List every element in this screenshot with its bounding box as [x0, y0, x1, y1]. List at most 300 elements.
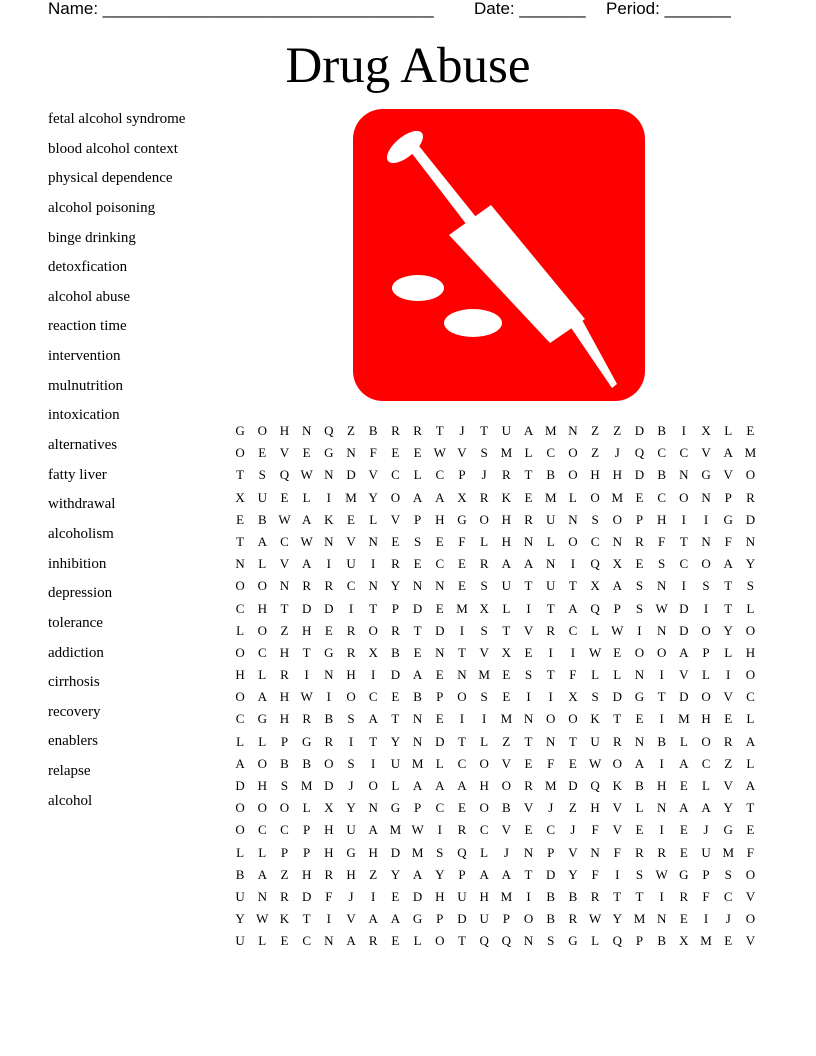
grid-letter[interactable]: T — [568, 733, 577, 749]
grid-letter[interactable]: Q — [279, 467, 290, 483]
grid-letter[interactable]: O — [235, 578, 245, 594]
grid-letter[interactable]: T — [724, 600, 733, 616]
grid-letter[interactable]: V — [679, 667, 689, 683]
grid-letter[interactable]: N — [656, 911, 667, 927]
grid-letter[interactable]: B — [568, 888, 578, 904]
grid-letter[interactable]: C — [235, 600, 245, 616]
grid-letter[interactable]: H — [435, 888, 445, 904]
grid-letter[interactable]: A — [745, 778, 756, 793]
grid-letter[interactable]: O — [235, 644, 245, 660]
grid-letter[interactable]: A — [634, 755, 645, 771]
grid-letter[interactable]: O — [235, 689, 245, 705]
grid-letter[interactable]: J — [348, 888, 354, 904]
grid-letter[interactable]: O — [745, 622, 756, 638]
grid-letter[interactable]: V — [745, 888, 756, 904]
grid-letter[interactable]: E — [635, 556, 644, 572]
grid-letter[interactable]: V — [368, 467, 378, 483]
grid-letter[interactable]: T — [302, 644, 311, 660]
grid-letter[interactable]: I — [371, 667, 376, 683]
grid-letter[interactable]: L — [480, 733, 489, 749]
grid-letter[interactable]: I — [326, 489, 332, 505]
grid-letter[interactable]: R — [324, 866, 334, 882]
grid-letter[interactable]: E — [568, 755, 577, 771]
grid-letter[interactable]: T — [413, 622, 422, 638]
grid-letter[interactable]: E — [746, 822, 755, 838]
grid-letter[interactable]: Y — [390, 578, 401, 594]
grid-letter[interactable]: L — [746, 755, 755, 771]
grid-letter[interactable]: D — [612, 689, 622, 705]
grid-letter[interactable]: I — [481, 711, 487, 727]
grid-letter[interactable]: H — [279, 689, 290, 705]
grid-letter[interactable]: I — [659, 711, 664, 727]
grid-letter[interactable]: W — [256, 911, 269, 927]
grid-letter[interactable]: E — [413, 556, 422, 572]
grid-letter[interactable]: D — [679, 600, 689, 616]
grid-letter[interactable]: A — [235, 755, 245, 771]
grid-letter[interactable]: G — [634, 689, 645, 705]
grid-letter[interactable]: V — [523, 622, 534, 638]
grid-letter[interactable]: T — [457, 644, 466, 660]
grid-letter[interactable]: I — [326, 689, 332, 705]
date-field[interactable]: Date: _______ — [474, 0, 586, 18]
grid-letter[interactable]: M — [389, 822, 402, 838]
grid-letter[interactable]: R — [324, 733, 334, 749]
grid-letter[interactable]: I — [326, 911, 332, 927]
grid-letter[interactable]: A — [435, 778, 445, 793]
grid-letter[interactable]: F — [613, 844, 621, 860]
grid-letter[interactable]: G — [723, 511, 733, 527]
grid-letter[interactable]: D — [301, 888, 312, 904]
grid-letter[interactable]: A — [679, 755, 689, 771]
grid-letter[interactable]: V — [723, 467, 733, 483]
grid-letter[interactable]: N — [324, 533, 334, 549]
grid-letter[interactable]: A — [679, 800, 689, 816]
grid-letter[interactable]: Q — [590, 600, 600, 616]
grid-letter[interactable]: C — [435, 467, 445, 483]
grid-letter[interactable]: M — [633, 911, 646, 927]
grid-letter[interactable]: E — [746, 423, 755, 438]
grid-letter[interactable]: O — [479, 511, 489, 527]
grid-letter[interactable]: G — [301, 733, 312, 749]
grid-letter[interactable]: Z — [280, 866, 289, 882]
grid-letter[interactable]: L — [724, 644, 733, 660]
grid-letter[interactable]: T — [236, 533, 245, 549]
grid-letter[interactable]: R — [413, 423, 422, 438]
grid-letter[interactable]: J — [548, 800, 554, 816]
grid-letter[interactable]: R — [524, 511, 533, 527]
grid-letter[interactable]: O — [568, 467, 578, 483]
grid-letter[interactable]: P — [702, 866, 710, 882]
grid-letter[interactable]: Y — [435, 866, 445, 882]
grid-letter[interactable]: A — [390, 911, 401, 927]
grid-letter[interactable]: R — [479, 489, 489, 505]
grid-letter[interactable]: N — [235, 556, 245, 572]
grid-letter[interactable]: L — [591, 667, 600, 683]
grid-letter[interactable]: L — [746, 600, 755, 616]
grid-letter[interactable]: Z — [347, 423, 355, 438]
grid-letter[interactable]: L — [236, 733, 245, 749]
grid-letter[interactable]: H — [346, 667, 356, 683]
grid-letter[interactable]: O — [279, 800, 290, 816]
grid-letter[interactable]: O — [479, 755, 489, 771]
grid-letter[interactable]: J — [725, 911, 731, 927]
grid-letter[interactable]: X — [501, 644, 512, 660]
grid-letter[interactable]: S — [480, 622, 488, 638]
grid-letter[interactable]: I — [348, 600, 354, 616]
grid-letter[interactable]: U — [479, 911, 489, 927]
grid-letter[interactable]: N — [523, 844, 534, 860]
grid-letter[interactable]: V — [457, 445, 467, 461]
grid-letter[interactable]: N — [656, 578, 667, 594]
grid-letter[interactable]: X — [701, 423, 711, 438]
grid-letter[interactable]: N — [656, 800, 667, 816]
grid-letter[interactable]: J — [570, 822, 576, 838]
grid-letter[interactable]: L — [413, 467, 422, 483]
grid-letter[interactable]: U — [390, 755, 401, 771]
grid-letter[interactable]: Q — [612, 933, 622, 949]
grid-letter[interactable]: L — [413, 933, 422, 949]
grid-letter[interactable]: L — [480, 533, 489, 549]
grid-letter[interactable]: W — [278, 511, 291, 527]
grid-letter[interactable]: A — [723, 556, 733, 572]
grid-letter[interactable]: V — [612, 822, 622, 838]
grid-letter[interactable]: E — [635, 489, 644, 505]
grid-letter[interactable]: N — [412, 711, 423, 727]
grid-letter[interactable]: L — [679, 733, 688, 749]
grid-letter[interactable]: D — [435, 622, 445, 638]
grid-letter[interactable]: O — [257, 622, 267, 638]
grid-letter[interactable]: G — [324, 644, 334, 660]
grid-letter[interactable]: A — [457, 778, 467, 793]
grid-letter[interactable]: T — [657, 689, 666, 705]
grid-letter[interactable]: O — [546, 711, 556, 727]
grid-letter[interactable]: P — [547, 844, 555, 860]
grid-letter[interactable]: H — [301, 622, 312, 638]
grid-letter[interactable]: M — [411, 755, 424, 771]
grid-letter[interactable]: P — [280, 844, 289, 860]
grid-letter[interactable]: P — [391, 600, 400, 616]
grid-letter[interactable]: A — [523, 423, 534, 438]
grid-letter[interactable]: R — [368, 933, 378, 949]
grid-letter[interactable]: I — [703, 511, 709, 527]
grid-letter[interactable]: W — [611, 622, 624, 638]
grid-letter[interactable]: H — [745, 644, 756, 660]
grid-letter[interactable]: M — [611, 489, 624, 505]
grid-letter[interactable]: V — [745, 933, 756, 949]
grid-letter[interactable]: L — [480, 844, 489, 860]
grid-letter[interactable]: J — [481, 467, 487, 483]
grid-letter[interactable]: C — [746, 689, 755, 705]
grid-letter[interactable]: E — [457, 800, 466, 816]
grid-letter[interactable]: C — [257, 822, 267, 838]
grid-letter[interactable]: I — [726, 667, 731, 683]
grid-letter[interactable]: B — [413, 689, 422, 705]
grid-letter[interactable]: H — [479, 888, 489, 904]
grid-letter[interactable]: H — [368, 844, 378, 860]
grid-letter[interactable]: S — [480, 445, 488, 461]
grid-letter[interactable]: P — [413, 800, 422, 816]
grid-letter[interactable]: K — [590, 711, 600, 727]
grid-letter[interactable]: X — [612, 556, 622, 572]
grid-letter[interactable]: I — [348, 733, 354, 749]
grid-letter[interactable]: V — [568, 844, 578, 860]
grid-letter[interactable]: X — [368, 644, 378, 660]
grid-letter[interactable]: G — [723, 822, 733, 838]
grid-letter[interactable]: F — [369, 445, 377, 461]
grid-letter[interactable]: M — [411, 844, 424, 860]
grid-letter[interactable]: N — [412, 733, 423, 749]
grid-letter[interactable]: C — [568, 622, 578, 638]
grid-letter[interactable]: K — [324, 511, 334, 527]
grid-letter[interactable]: P — [702, 644, 710, 660]
grid-letter[interactable]: I — [703, 911, 709, 927]
grid-letter[interactable]: L — [502, 600, 511, 616]
grid-letter[interactable]: E — [724, 711, 733, 727]
grid-letter[interactable]: T — [613, 888, 622, 904]
grid-letter[interactable]: N — [324, 467, 334, 483]
grid-letter[interactable]: F — [702, 888, 710, 904]
grid-letter[interactable]: L — [724, 423, 733, 438]
grid-letter[interactable]: N — [435, 644, 445, 660]
grid-letter[interactable]: B — [502, 800, 511, 816]
grid-letter[interactable]: I — [371, 556, 376, 572]
grid-letter[interactable]: U — [257, 489, 267, 505]
grid-letter[interactable]: I — [681, 423, 687, 438]
grid-letter[interactable]: A — [412, 489, 423, 505]
grid-letter[interactable]: B — [635, 778, 644, 793]
grid-letter[interactable]: Z — [502, 733, 511, 749]
grid-letter[interactable]: U — [235, 933, 245, 949]
grid-letter[interactable]: D — [346, 467, 356, 483]
grid-letter[interactable]: R — [590, 888, 600, 904]
grid-letter[interactable]: O — [390, 489, 401, 505]
grid-letter[interactable]: I — [570, 644, 576, 660]
grid-letter[interactable]: O — [235, 822, 245, 838]
grid-letter[interactable]: Q — [501, 933, 512, 949]
grid-letter[interactable]: O — [590, 489, 600, 505]
grid-letter[interactable]: I — [548, 689, 553, 705]
grid-letter[interactable]: B — [368, 423, 378, 438]
grid-letter[interactable]: I — [526, 888, 531, 904]
grid-letter[interactable]: D — [634, 467, 645, 483]
grid-letter[interactable]: Y — [723, 800, 733, 816]
grid-letter[interactable]: U — [457, 888, 467, 904]
grid-letter[interactable]: M — [500, 445, 513, 461]
grid-letter[interactable]: N — [257, 888, 267, 904]
grid-letter[interactable]: I — [659, 822, 664, 838]
grid-letter[interactable]: H — [324, 822, 334, 838]
grid-letter[interactable]: S — [635, 600, 644, 616]
grid-letter[interactable]: R — [612, 733, 622, 749]
grid-letter[interactable]: L — [524, 445, 533, 461]
grid-letter[interactable]: S — [280, 778, 289, 793]
grid-letter[interactable]: T — [524, 578, 533, 594]
grid-letter[interactable]: I — [304, 667, 309, 683]
grid-letter[interactable]: O — [612, 511, 622, 527]
grid-letter[interactable]: C — [457, 755, 467, 771]
grid-letter[interactable]: W — [655, 866, 668, 882]
grid-letter[interactable]: V — [479, 644, 489, 660]
grid-letter[interactable]: T — [302, 911, 311, 927]
grid-letter[interactable]: M — [700, 933, 712, 949]
grid-letter[interactable]: K — [612, 778, 622, 793]
grid-letter[interactable]: C — [235, 711, 245, 727]
grid-letter[interactable]: C — [391, 467, 400, 483]
grid-letter[interactable]: U — [546, 511, 556, 527]
grid-letter[interactable]: N — [679, 467, 689, 483]
grid-letter[interactable]: N — [745, 533, 756, 549]
grid-letter[interactable]: I — [570, 556, 576, 572]
grid-letter[interactable]: R — [457, 822, 467, 838]
grid-letter[interactable]: C — [280, 822, 289, 838]
grid-letter[interactable]: F — [325, 888, 333, 904]
grid-letter[interactable]: U — [590, 733, 600, 749]
grid-letter[interactable]: E — [524, 755, 533, 771]
grid-letter[interactable]: W — [588, 911, 602, 927]
grid-letter[interactable]: O — [612, 755, 622, 771]
grid-letter[interactable]: G — [235, 423, 245, 438]
grid-letter[interactable]: P — [280, 733, 289, 749]
grid-letter[interactable]: C — [435, 800, 445, 816]
grid-letter[interactable]: N — [368, 578, 378, 594]
grid-letter[interactable]: D — [745, 511, 756, 527]
grid-letter[interactable]: H — [479, 778, 489, 793]
grid-letter[interactable]: R — [524, 778, 533, 793]
grid-letter[interactable]: N — [523, 711, 534, 727]
grid-letter[interactable]: E — [258, 445, 267, 461]
grid-letter[interactable]: I — [659, 888, 664, 904]
grid-letter[interactable]: W — [300, 533, 313, 549]
grid-letter[interactable]: R — [302, 711, 311, 727]
grid-letter[interactable]: G — [568, 933, 578, 949]
grid-letter[interactable]: L — [435, 755, 444, 771]
grid-letter[interactable]: C — [590, 533, 600, 549]
grid-letter[interactable]: N — [368, 533, 378, 549]
grid-letter[interactable]: T — [524, 467, 533, 483]
grid-letter[interactable]: V — [279, 445, 290, 461]
grid-letter[interactable]: L — [258, 556, 267, 572]
grid-letter[interactable]: E — [524, 822, 533, 838]
grid-letter[interactable]: R — [479, 556, 489, 572]
grid-letter[interactable]: P — [635, 933, 644, 949]
grid-letter[interactable]: S — [413, 533, 422, 549]
grid-letter[interactable]: B — [546, 467, 556, 483]
grid-letter[interactable]: Y — [346, 800, 356, 816]
grid-letter[interactable]: R — [391, 423, 400, 438]
grid-letter[interactable]: C — [435, 556, 445, 572]
grid-letter[interactable]: K — [501, 489, 512, 505]
grid-letter[interactable]: E — [280, 933, 289, 949]
grid-letter[interactable]: D — [679, 622, 689, 638]
grid-letter[interactable]: G — [412, 911, 423, 927]
grid-letter[interactable]: S — [436, 844, 444, 860]
grid-letter[interactable]: N — [568, 423, 578, 438]
grid-letter[interactable]: A — [257, 689, 267, 705]
grid-letter[interactable]: I — [548, 644, 553, 660]
grid-letter[interactable]: B — [657, 467, 666, 483]
grid-letter[interactable]: E — [324, 622, 333, 638]
grid-letter[interactable]: F — [724, 533, 732, 549]
grid-letter[interactable]: W — [655, 600, 668, 616]
grid-letter[interactable]: D — [324, 778, 334, 793]
grid-letter[interactable]: F — [591, 822, 599, 838]
grid-letter[interactable]: R — [280, 888, 289, 904]
grid-letter[interactable]: X — [590, 578, 600, 594]
grid-letter[interactable]: T — [502, 622, 511, 638]
grid-letter[interactable]: Y — [568, 866, 578, 882]
grid-letter[interactable]: I — [459, 622, 465, 638]
grid-letter[interactable]: O — [435, 933, 445, 949]
grid-letter[interactable]: B — [657, 733, 666, 749]
grid-letter[interactable]: O — [257, 755, 267, 771]
grid-letter[interactable]: K — [279, 911, 290, 927]
grid-letter[interactable]: E — [413, 644, 422, 660]
grid-letter[interactable]: W — [300, 689, 313, 705]
grid-letter[interactable]: X — [324, 800, 334, 816]
grid-letter[interactable]: T — [391, 711, 400, 727]
grid-letter[interactable]: N — [568, 511, 578, 527]
grid-letter[interactable]: Z — [613, 423, 622, 438]
grid-letter[interactable]: O — [679, 489, 689, 505]
grid-letter[interactable]: H — [501, 533, 512, 549]
grid-letter[interactable]: I — [681, 511, 687, 527]
grid-letter[interactable]: H — [301, 866, 312, 882]
grid-letter[interactable]: A — [723, 445, 733, 461]
grid-letter[interactable]: E — [413, 445, 422, 461]
grid-letter[interactable]: S — [480, 689, 488, 705]
grid-letter[interactable]: N — [523, 533, 534, 549]
grid-letter[interactable]: D — [634, 423, 645, 438]
grid-letter[interactable]: E — [679, 911, 688, 927]
grid-letter[interactable]: N — [279, 578, 290, 594]
grid-letter[interactable]: S — [347, 755, 355, 771]
grid-letter[interactable]: O — [257, 578, 267, 594]
grid-letter[interactable]: M — [456, 600, 468, 616]
grid-letter[interactable]: G — [679, 866, 689, 882]
grid-letter[interactable]: X — [679, 933, 689, 949]
grid-letter[interactable]: X — [235, 489, 245, 505]
grid-letter[interactable]: L — [635, 800, 644, 816]
grid-letter[interactable]: T — [546, 600, 555, 616]
grid-letter[interactable]: V — [390, 511, 401, 527]
grid-letter[interactable]: F — [458, 533, 466, 549]
grid-letter[interactable]: N — [634, 733, 645, 749]
grid-letter[interactable]: V — [501, 822, 512, 838]
grid-letter[interactable]: E — [679, 778, 688, 793]
grid-letter[interactable]: N — [656, 622, 667, 638]
grid-letter[interactable]: H — [656, 511, 667, 527]
grid-letter[interactable]: N — [590, 844, 600, 860]
grid-letter[interactable]: T — [280, 600, 289, 616]
grid-letter[interactable]: Y — [612, 911, 622, 927]
grid-letter[interactable]: E — [236, 511, 245, 527]
grid-letter[interactable]: G — [701, 467, 711, 483]
grid-letter[interactable]: L — [591, 622, 600, 638]
grid-letter[interactable]: L — [258, 667, 267, 683]
grid-letter[interactable]: B — [324, 711, 334, 727]
grid-letter[interactable]: E — [502, 667, 511, 683]
grid-letter[interactable]: D — [235, 778, 245, 793]
grid-letter[interactable]: M — [478, 667, 490, 683]
grid-letter[interactable]: M — [300, 778, 313, 793]
grid-letter[interactable]: O — [701, 689, 711, 705]
grid-letter[interactable]: Z — [591, 445, 600, 461]
grid-letter[interactable]: I — [659, 755, 664, 771]
grid-letter[interactable]: V — [612, 800, 622, 816]
grid-letter[interactable]: T — [480, 423, 489, 438]
grid-letter[interactable]: T — [746, 800, 755, 816]
grid-letter[interactable]: C — [368, 689, 378, 705]
